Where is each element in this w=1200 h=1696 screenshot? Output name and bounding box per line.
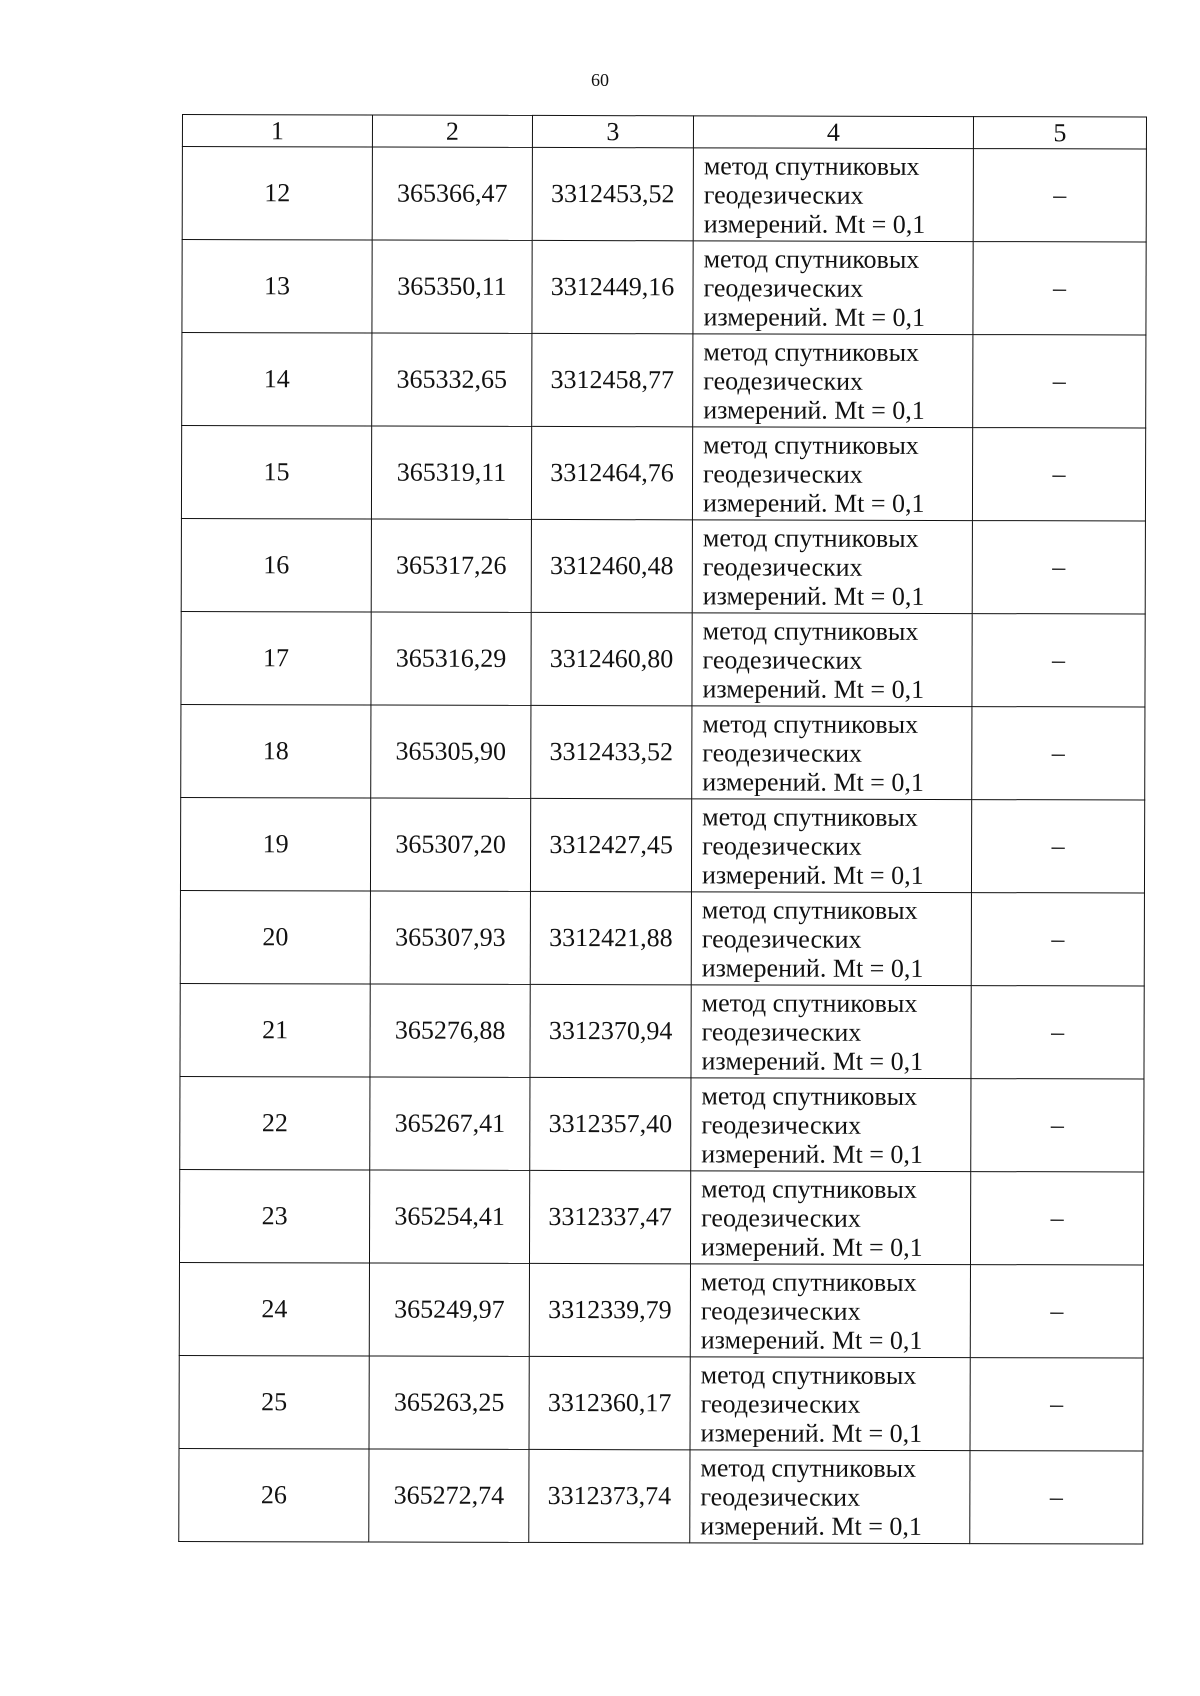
note-cell: –: [971, 800, 1144, 893]
method-line: метод спутниковых: [701, 894, 918, 925]
note-cell: –: [970, 1265, 1143, 1358]
method-line: метод спутниковых: [703, 243, 920, 274]
column-header-3: 3: [532, 115, 693, 147]
note-cell: –: [970, 1172, 1143, 1265]
method-line: измерений. Mt = 0,1: [701, 1045, 924, 1076]
method-cell: [693, 148, 973, 242]
point-number-cell: 18: [181, 704, 371, 797]
table-row: [180, 983, 1144, 1079]
method-line: измерений. Mt = 0,1: [702, 487, 925, 518]
y-coordinate-cell: 3312453,52: [532, 147, 693, 240]
method-line: измерений. Mt = 0,1: [701, 1138, 923, 1169]
method-line: измерений. Mt = 0,1: [700, 1417, 923, 1448]
method-cell: [691, 799, 971, 893]
x-coordinate-cell: 365366,47: [372, 147, 532, 240]
note-cell: –: [971, 986, 1144, 1079]
x-coordinate-cell: 365267,41: [370, 1077, 530, 1170]
method-cell: [691, 985, 971, 1079]
x-coordinate-cell: 365263,25: [369, 1356, 529, 1449]
x-coordinate-cell: 365316,29: [371, 612, 531, 705]
method-line: геодезических: [701, 1202, 861, 1233]
method-line: измерений. Mt = 0,1: [702, 766, 924, 797]
y-coordinate-cell: 3312360,17: [529, 1356, 690, 1449]
method-line: метод спутниковых: [702, 708, 919, 739]
method-cell: [690, 1450, 970, 1544]
method-cell: [690, 1264, 970, 1358]
x-coordinate-cell: 365319,11: [371, 426, 531, 519]
method-cell: [692, 520, 972, 614]
x-coordinate-cell: 365307,93: [370, 891, 530, 984]
point-number-cell: 24: [179, 1262, 369, 1355]
method-line: геодезических: [703, 365, 864, 396]
method-line: измерений. Mt = 0,1: [700, 1324, 923, 1355]
method-line: измерений. Mt = 0,1: [701, 952, 924, 983]
x-coordinate-cell: 365249,97: [369, 1263, 529, 1356]
method-line: измерений. Mt = 0,1: [703, 394, 925, 425]
y-coordinate-cell: 3312337,47: [529, 1170, 690, 1263]
coordinates-table: [178, 114, 1147, 1545]
method-cell: [690, 1171, 970, 1265]
method-line: метод спутниковых: [702, 615, 919, 646]
method-line: геодезических: [701, 923, 862, 954]
y-coordinate-cell: 3312464,76: [531, 426, 692, 519]
method-line: метод спутниковых: [702, 801, 918, 832]
method-line: геодезических: [703, 272, 864, 303]
column-header-5: 5: [973, 117, 1146, 149]
method-line: метод спутниковых: [701, 987, 918, 1018]
table-header-row: [182, 115, 1146, 150]
point-number-cell: 16: [181, 518, 371, 611]
method-line: геодезических: [702, 737, 863, 768]
point-number-cell: 22: [180, 1076, 370, 1169]
x-coordinate-cell: 365276,88: [370, 984, 530, 1077]
method-line: геодезических: [702, 551, 863, 582]
y-coordinate-cell: 3312370,94: [530, 984, 691, 1077]
point-number-cell: 20: [180, 890, 370, 983]
column-header-4: 4: [693, 116, 973, 149]
method-line: геодезических: [702, 644, 863, 675]
method-line: метод спутниковых: [703, 150, 920, 181]
method-line: метод спутниковых: [701, 1173, 917, 1204]
method-cell: [692, 613, 972, 707]
note-cell: –: [971, 893, 1144, 986]
method-cell: [693, 334, 973, 428]
point-number-cell: 19: [180, 797, 370, 890]
point-number-cell: 15: [181, 426, 371, 519]
method-line: измерений. Mt = 0,1: [701, 859, 924, 890]
note-cell: –: [972, 614, 1145, 707]
method-line: геодезических: [701, 1109, 862, 1140]
table-row: [179, 1355, 1143, 1451]
note-cell: –: [970, 1451, 1143, 1544]
note-cell: –: [972, 707, 1145, 800]
y-coordinate-cell: 3312460,80: [531, 612, 692, 705]
table-row: [181, 611, 1145, 707]
method-line: метод спутниковых: [700, 1266, 917, 1297]
x-coordinate-cell: 365305,90: [371, 705, 531, 798]
x-coordinate-cell: 365350,11: [372, 240, 532, 333]
table-row: [179, 1262, 1143, 1358]
page-number: 60: [591, 70, 609, 90]
x-coordinate-cell: 365317,26: [371, 519, 531, 612]
point-number-cell: 12: [182, 147, 372, 240]
x-coordinate-cell: 365272,74: [369, 1449, 529, 1542]
note-cell: –: [972, 428, 1145, 521]
point-number-cell: 17: [181, 611, 371, 704]
y-coordinate-cell: 3312421,88: [530, 891, 691, 984]
column-header-1: 1: [182, 115, 372, 147]
table-row: [180, 1076, 1144, 1172]
method-line: измерений. Mt = 0,1: [703, 301, 926, 332]
method-line: измерений. Mt = 0,1: [700, 1510, 922, 1541]
method-cell: [693, 241, 973, 335]
table-row: [181, 426, 1145, 522]
method-line: геодезических: [703, 458, 863, 489]
point-number-cell: 21: [180, 983, 370, 1076]
note-cell: –: [972, 521, 1145, 614]
table-row: [181, 704, 1145, 800]
method-line: измерений. Mt = 0,1: [702, 580, 925, 611]
method-line: метод спутниковых: [701, 1080, 918, 1111]
point-number-cell: 23: [179, 1169, 369, 1262]
note-cell: –: [973, 242, 1146, 335]
y-coordinate-cell: 3312373,74: [529, 1449, 690, 1542]
method-cell: [691, 892, 971, 986]
method-line: геодезических: [700, 1388, 861, 1419]
method-cell: [692, 427, 972, 521]
method-line: метод спутниковых: [700, 1359, 917, 1390]
note-cell: –: [973, 335, 1146, 428]
column-header-2: 2: [372, 115, 532, 147]
y-coordinate-cell: 3312460,48: [531, 519, 692, 612]
table-row: [180, 890, 1144, 986]
method-line: геодезических: [702, 830, 862, 861]
method-line: геодезических: [701, 1016, 862, 1047]
method-cell: [692, 706, 972, 800]
method-line: геодезических: [700, 1481, 861, 1512]
table-row: [182, 147, 1146, 243]
method-line: метод спутниковых: [702, 522, 919, 553]
point-number-cell: 14: [182, 333, 372, 426]
method-line: метод спутниковых: [703, 336, 920, 367]
point-number-cell: 26: [179, 1448, 369, 1541]
method-line: метод спутниковых: [700, 1452, 917, 1483]
point-number-cell: 25: [179, 1355, 369, 1448]
table-row: [180, 797, 1144, 893]
y-coordinate-cell: 3312458,77: [532, 333, 693, 426]
method-cell: [690, 1357, 970, 1451]
y-coordinate-cell: 3312339,79: [529, 1263, 690, 1356]
method-line: измерений. Mt = 0,1: [702, 673, 925, 704]
y-coordinate-cell: 3312357,40: [530, 1077, 691, 1170]
table-row: [179, 1169, 1143, 1265]
y-coordinate-cell: 3312449,16: [532, 240, 693, 333]
method-line: геодезических: [703, 179, 864, 210]
y-coordinate-cell: 3312427,45: [530, 798, 691, 891]
note-cell: –: [971, 1079, 1144, 1172]
table-row: [179, 1448, 1143, 1544]
note-cell: –: [973, 149, 1146, 242]
table-row: [182, 333, 1146, 429]
point-number-cell: 13: [182, 240, 372, 333]
method-line: метод спутниковых: [703, 429, 919, 460]
method-cell: [691, 1078, 971, 1172]
x-coordinate-cell: 365254,41: [369, 1170, 529, 1263]
table-row: [181, 518, 1145, 614]
table-body: [179, 147, 1147, 1545]
x-coordinate-cell: 365307,20: [370, 798, 530, 891]
x-coordinate-cell: 365332,65: [372, 333, 532, 426]
method-line: геодезических: [700, 1295, 861, 1326]
table-row: [182, 240, 1146, 336]
note-cell: –: [970, 1358, 1143, 1451]
method-line: измерений. Mt = 0,1: [703, 208, 926, 239]
y-coordinate-cell: 3312433,52: [531, 705, 692, 798]
method-line: измерений. Mt = 0,1: [700, 1231, 923, 1262]
